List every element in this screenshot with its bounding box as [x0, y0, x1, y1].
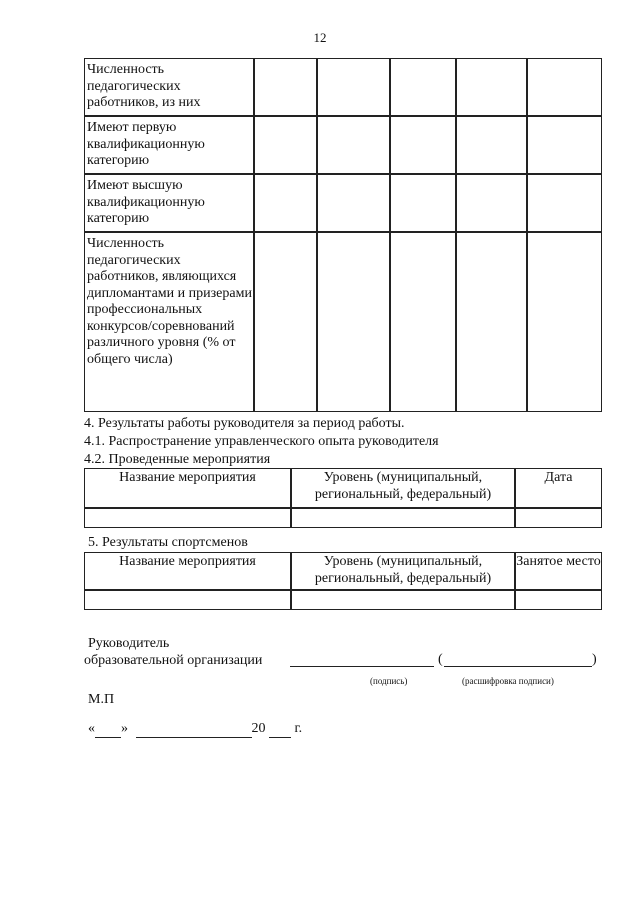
- data-cell[interactable]: [84, 590, 291, 610]
- signature-decode-caption: (расшифровка подписи): [462, 676, 554, 686]
- table-row: [84, 116, 602, 174]
- column-header-place: Занятое место: [515, 552, 602, 590]
- data-cell[interactable]: [390, 116, 456, 174]
- data-cell[interactable]: [456, 58, 527, 116]
- table-row: [84, 508, 602, 528]
- signature-caption: (подпись): [370, 676, 408, 686]
- events-table: [84, 468, 602, 528]
- table-header-row: [84, 552, 602, 590]
- data-cell[interactable]: [456, 174, 527, 232]
- table-header-row: [84, 468, 602, 508]
- data-cell[interactable]: [390, 58, 456, 116]
- date-year-field[interactable]: [269, 721, 291, 738]
- column-header-level: Уровень (муниципальный, региональный, федеральный): [291, 552, 515, 590]
- date-close-quote: »: [121, 721, 128, 736]
- table-row: [84, 590, 602, 610]
- data-cell[interactable]: [254, 58, 317, 116]
- section-4-title: 4. Результаты работы руководителя за период работы.: [84, 416, 405, 431]
- date-day-field[interactable]: [95, 721, 121, 738]
- table-row: [84, 232, 602, 412]
- data-cell[interactable]: [254, 116, 317, 174]
- data-cell[interactable]: [456, 116, 527, 174]
- column-header-level: Уровень (муниципальный, региональный, федеральный): [291, 468, 515, 508]
- date-year-prefix: 20: [251, 721, 266, 736]
- page-number: 12: [313, 30, 327, 45]
- row-label: Имеют высшую квалификационную категорию: [84, 174, 254, 232]
- row-label: Численность педагогических работников, являющихся дипломантами и призерами профессиональных конкурсов/соревнований различного уровня (% от общего числа): [84, 232, 254, 412]
- section-4-2-heading: 4.2. Проведенные мероприятия: [84, 452, 271, 467]
- date-suffix: г.: [294, 721, 303, 736]
- data-cell[interactable]: [317, 174, 390, 232]
- column-header-event: Название мероприятия: [84, 552, 291, 590]
- data-cell[interactable]: [317, 116, 390, 174]
- date-month-field[interactable]: [136, 721, 252, 738]
- stamp-label: М.П: [88, 692, 115, 707]
- open-paren: (: [438, 652, 443, 667]
- signature-decode-field[interactable]: [444, 666, 592, 667]
- data-cell[interactable]: [527, 58, 602, 116]
- data-cell[interactable]: [456, 232, 527, 412]
- data-cell[interactable]: [317, 232, 390, 412]
- row-label: Численность педагогических работников, из них: [84, 58, 254, 116]
- data-cell[interactable]: [254, 174, 317, 232]
- row-label: Имеют первую квалификационную категорию: [84, 116, 254, 174]
- data-cell[interactable]: [390, 174, 456, 232]
- data-cell[interactable]: [527, 232, 602, 412]
- data-cell[interactable]: [527, 116, 602, 174]
- signature-field[interactable]: [290, 666, 434, 667]
- data-cell[interactable]: [515, 590, 602, 610]
- data-cell[interactable]: [390, 232, 456, 412]
- data-cell[interactable]: [254, 232, 317, 412]
- data-cell[interactable]: [317, 58, 390, 116]
- table-row: [84, 174, 602, 232]
- signature-role-line2: образовательной организации: [84, 653, 263, 668]
- data-cell[interactable]: [291, 508, 515, 528]
- staff-stats-table: [84, 58, 602, 412]
- date-line: [88, 721, 302, 738]
- data-cell[interactable]: [84, 508, 291, 528]
- data-cell[interactable]: [291, 590, 515, 610]
- data-cell[interactable]: [527, 174, 602, 232]
- data-cell[interactable]: [515, 508, 602, 528]
- column-header-event: Название мероприятия: [84, 468, 291, 508]
- signature-role-line1: Руководитель: [88, 636, 170, 651]
- section-4-1-heading: 4.1. Распространение управленческого опыта руководителя: [84, 434, 439, 449]
- column-header-date: Дата: [515, 468, 602, 508]
- close-paren: ): [592, 652, 597, 667]
- table-row: [84, 58, 602, 116]
- athletes-results-table: [84, 552, 602, 610]
- section-5-title: 5. Результаты спортсменов: [88, 535, 248, 550]
- date-open-quote: «: [88, 721, 95, 736]
